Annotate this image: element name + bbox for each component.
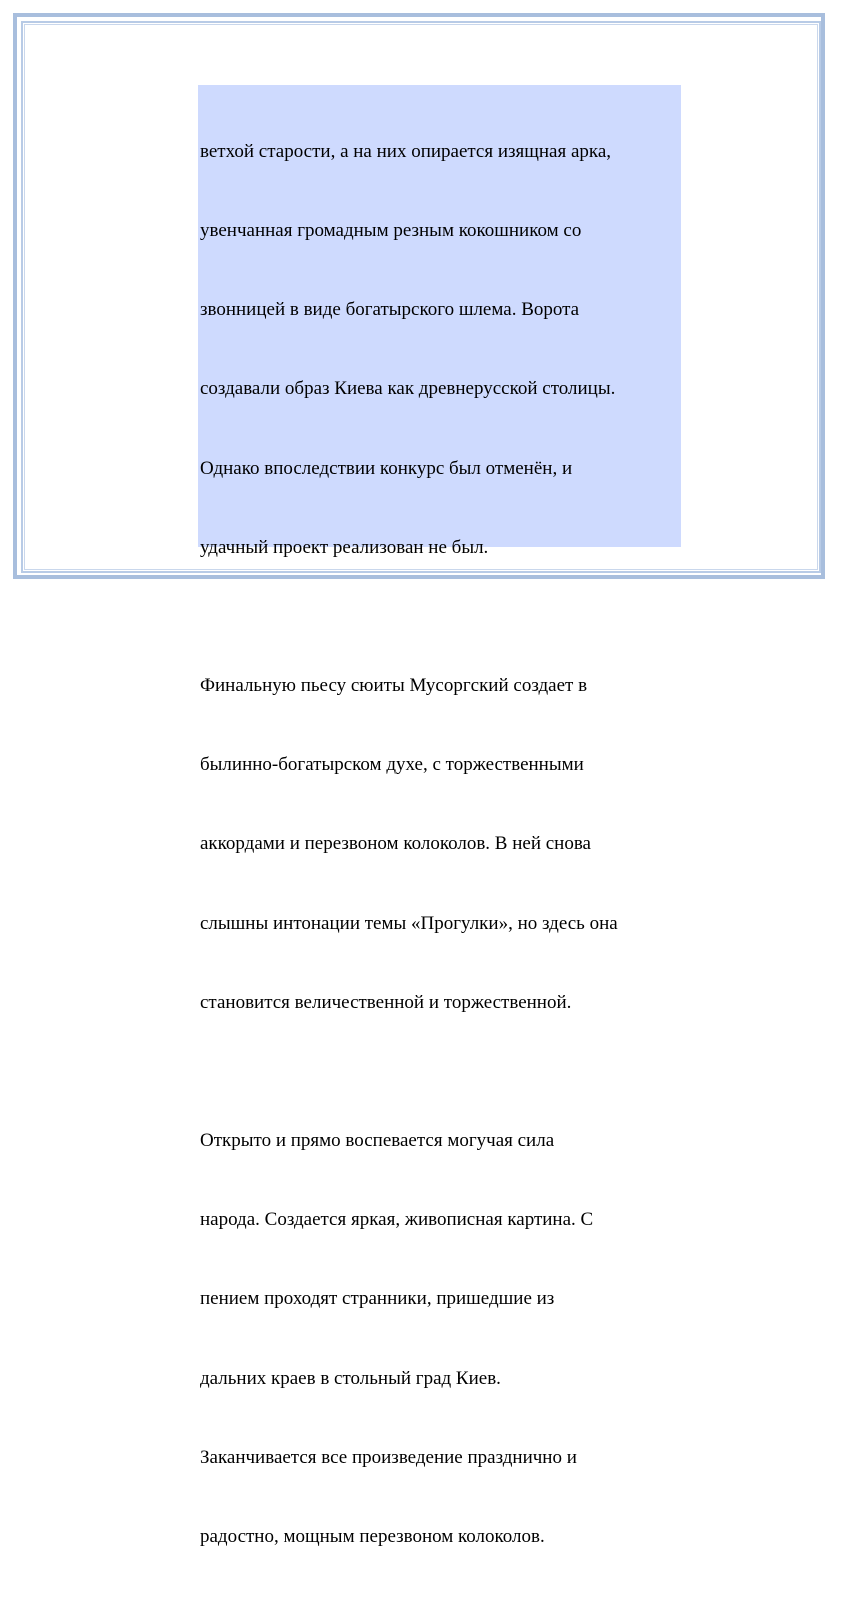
text-line: звонницей в виде богатырского шлема. Ворота	[200, 299, 580, 321]
text-line: удачный проект реализован не был.	[200, 536, 489, 558]
text-line: пением проходят странники, пришедшие из	[200, 1288, 555, 1310]
paragraph-1	[200, 86, 681, 614]
paragraph-3	[200, 1075, 681, 1603]
text-line: народа. Создается яркая, живописная картина. С	[200, 1209, 594, 1231]
paragraph-2	[200, 620, 681, 1069]
text-line: Заканчивается все произведение празднично и	[200, 1446, 577, 1468]
text-line: Финальную пьесу сюиты Мусоргский создает в	[200, 674, 588, 696]
text-line: увенчанная громадным резным кокошником со	[200, 220, 582, 242]
text-line: былинно-богатырском духе, с торжественными	[200, 754, 584, 776]
text-line: ветхой старости, а на них опирается изящная арка,	[200, 140, 612, 162]
text-line: дальних краев в стольный град Киев.	[200, 1367, 501, 1389]
text-line: становится величественной и торжественной.	[200, 991, 572, 1013]
text-line: Однако впоследствии конкурс был отменён, и	[200, 457, 573, 479]
text-block	[198, 85, 681, 1547]
text-line: радостно, мощным перезвоном колоколов.	[200, 1525, 545, 1547]
text-line: слышны интонации темы «Прогулки», но здесь она	[200, 912, 618, 934]
text-line: создавали образ Киева как древнерусской столицы.	[200, 378, 616, 400]
text-line: Открыто и прямо воспевается могучая сила	[200, 1129, 555, 1151]
text-line: аккордами и перезвоном колоколов. В ней снова	[200, 833, 591, 855]
